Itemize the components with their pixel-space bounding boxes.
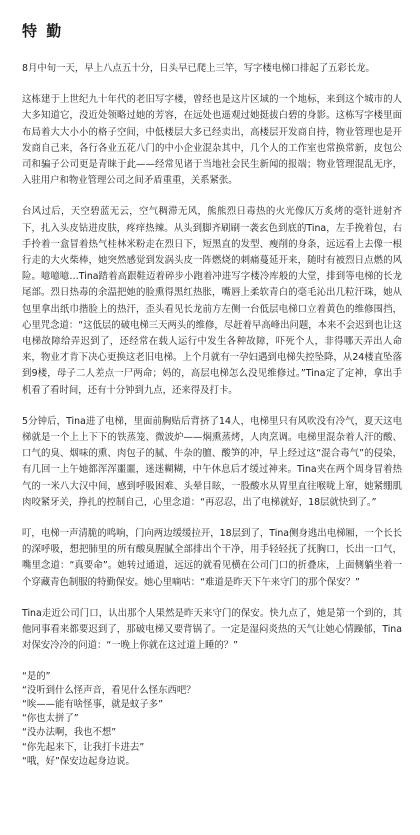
paragraph-6: Tina走近公司门口，认出那个人果然是昨天来守门的保安。快九点了，她是第一个到的，其他同事看来都要迟到了，那破电梯又要背锅了。一定是湿闷炎热的天气让她心情躁郁，Tina对保安冷冷的问道：“一晚上你就在这过道上睡的？” — [22, 607, 402, 652]
dialogue-line: “是的” — [22, 670, 51, 682]
dialogue-line: “你也太拼了” — [22, 713, 79, 725]
paragraph-1: 8月中旬一天，早上八点五十分，日头早已爬上三竿，写字楼电梯口排起了五彩长龙。 — [22, 63, 375, 74]
dialogue-line: “你先起来下，让我打卡进去” — [22, 741, 145, 753]
dialogue-line: “哦，好”保安边起身边说。 — [22, 755, 135, 767]
dialogue-block — [22, 670, 402, 769]
paragraph-3: 台风过后，天空碧蓝无云，空气稠滞无风，熊熊烈日毒热的火光像仄万炙烤的毫针迸射齐下，扎入头皮钻进皮肤，疼痒热辣。从头到脚齐刷刷一袭玄色到底的Tina，左手挽着包，右手拎着一盒冒着热气桂林米粉走在烈日下，短黑直的发型、瘦削的身条，远远看上去像一根行走的大火柴棒，她突然感觉到发涡头皮一阵燃烧的刺痛蔓延开来，随时有被烈日点燃的风险。噫噫噫…Tina踏着高跟鞋迈着碎步小跑着冲进写字楼冷库般的大堂，排到等电梯的长龙尾部。烈日热毒的余温把她的脸熏得黑红热胀，嘴唇上柔软青白的毫毛沁出几粒汗珠，她从包里拿出纸巾揩脸上的热汗，歪头看见长龙前方左侧一台低层电梯口立着黄色的维修围挡，心里咒念道：“这低层的破电梯三天两头的维修，尽赶着早高峰出问题，本来不会迟到也让这电梯故障给弄迟到了，还经常在载人运行中发生各种故障，吓死个人，非得哪天弄出人命来，物业才肯下决心更换这老旧电梯。上个月就有一孕妇遇到电梯失控坠降，从24楼直坠落到9楼，母子二人差点一尸两命；妈的，高层电梯怎么没见维修过。”Tina定了定神，拿出手机看了看时间，还有十分钟到九点，还来得及打卡。 — [22, 206, 402, 396]
paragraph-5: 叮，电梯一声清脆的鸣响，门向两边缓缓拉开，18层到了，Tina侧身逃出电梯厢，一个长长的深呼吸，想把肺里的所有酸臭腥腻全部排出个干净，用手轻轻抚了抚胸口，长出一口气，嘴里念道：“真要命”。她转过通道，远远的就看见横在公司门口的折叠床，上面侧躺坐着一个穿藏青色制服的特勤保安。她心里嘀咕：“难道是昨天下午来守门的那个保安？” — [22, 528, 402, 588]
dialogue-line: “没听到什么怪声音，看见什么怪东西吧？ — [22, 684, 196, 696]
paragraph-2: 这栋建于上世纪九十年代的老旧写字楼，曾经也是这片区域的一个地标，来到这个城市的人大多知道它，没近处领略过她的芳容，在远处也遥观过她挺拔白碧的身影。这栋写字楼里面布局着大大小小的格子空间，中低楼层大多已经卖出，高楼层开发商自持，物业管理也是开发商自己来，各行各业五花八门的中小企业混杂其中，几个人的工作室也常换常新，皮包公司和骗子公司更是青睐于此——经常见诸于当地社会民生新闻的报端；物业管理混乱无序，入驻用户和物业管理公司之间矛盾重重，关系紧张。 — [22, 94, 402, 187]
dialogue-line: “没办法啊，我也不想” — [22, 727, 117, 739]
dialogue-line: “唉——能有啥怪事，就是蚊子多” — [22, 698, 163, 710]
paragraph-4: 5分钟后，Tina进了电梯，里面前胸贴后背挤了14人，电梯里只有风吹没有冷气，夏天这电梯就是一个上上下下的铁蒸笼、微波炉——焖熏蒸烤，人肉烹调。电梯里混杂着人汗的酸、口气的臭、烟味的熏、肉包子的腻、牛杂的膻、酸笋的冲，早上经过这“混合毒气”的侵染，有几回一上午她都浑浑噩噩，迷迷糊糊，中午休息后才缓过神来。Tina夹在两个周身冒着热气的一米八大汉中间，感到呼吸困难、头晕目眩，一股酸水从胃里直往喉咙上窜，她紧绷肌肉咬紧牙关，挣扎的控制自己，心里念道：“再忍忍，出了电梯就好，18层就快到了。” — [22, 415, 402, 508]
article-title: 特 勤 — [22, 22, 64, 40]
